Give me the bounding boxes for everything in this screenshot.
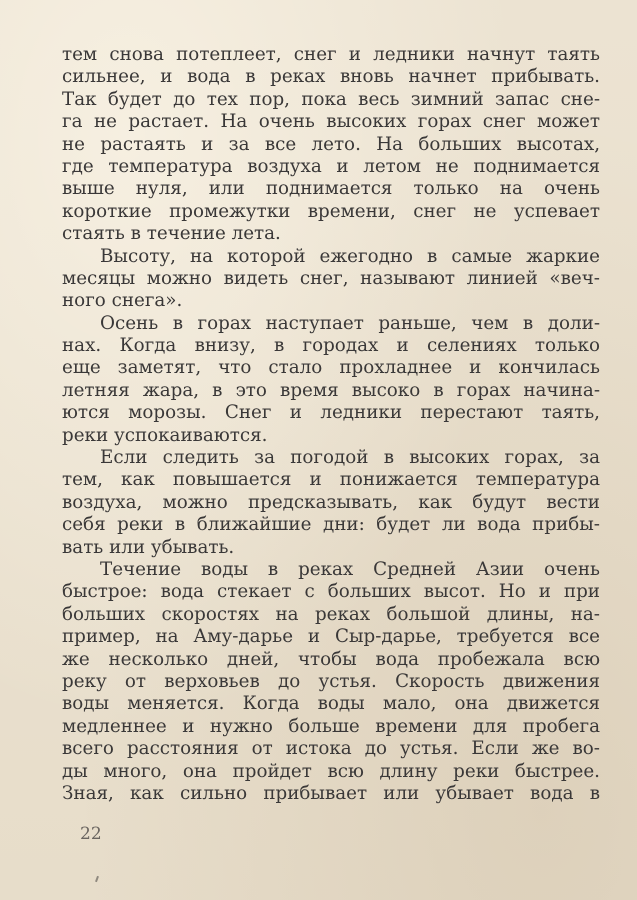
- text-line: пример, на Аму-дарье и Сыр-дарье, требуется все: [62, 626, 600, 648]
- text-line: сильнее, и вода в реках вновь начнет прибывать.: [62, 66, 600, 88]
- text-line: летняя жара, в это время высоко в горах начина-: [62, 379, 600, 401]
- text-line: больших скоростях на реках большой длины, на-: [62, 603, 600, 625]
- text-line: реку от верховьев до устья. Скорость движения: [62, 670, 600, 692]
- text-line: ются морозы. Снег и ледники перестают таять,: [62, 402, 600, 424]
- page-body-text: [62, 44, 600, 805]
- text-line: еще заметят, что стало прохладнее и кончилась: [62, 357, 600, 379]
- page-number: 22: [80, 824, 102, 844]
- text-line: вать или убывать.: [62, 536, 235, 558]
- text-line: Если следить за погодой в высоких горах, за: [100, 447, 600, 469]
- text-line: тем снова потеплеет, снег и ледники начнут таять: [62, 44, 600, 65]
- text-line: где температура воздуха и летом не поднимается: [62, 155, 600, 177]
- print-speck: [95, 876, 99, 882]
- paragraph: [62, 313, 600, 447]
- text-line: реки успокаиваются.: [62, 424, 268, 446]
- text-line: стаять в течение лета.: [62, 223, 281, 245]
- text-line: Течение воды в реках Средней Азии очень: [100, 558, 600, 580]
- text-line: быстрое: вода стекает с больших высот. Но и при: [62, 581, 600, 603]
- text-line: ного снега».: [62, 290, 183, 312]
- text-line: не растаять и за все лето. На больших высотах,: [62, 133, 600, 155]
- text-line: тем, как повышается и понижается температура: [62, 469, 600, 491]
- paragraph: [62, 246, 600, 313]
- text-line: ды много, она пройдет всю длину реки быстрее.: [62, 760, 600, 782]
- text-line: Так будет до тех пор, пока весь зимний запас сне-: [62, 88, 600, 110]
- text-line: медленнее и нужно больше времени для пробега: [62, 715, 600, 737]
- paragraph: [62, 447, 600, 559]
- text-line: Осень в горах наступает раньше, чем в доли-: [100, 312, 600, 334]
- text-line: выше нуля, или поднимается только на очень: [62, 178, 600, 200]
- text-line: себя реки в ближайшие дни: будет ли вода прибы-: [62, 514, 600, 536]
- paragraph: [62, 559, 600, 805]
- text-line: воды меняется. Когда воды мало, она движется: [62, 693, 600, 715]
- text-line: Зная, как сильно прибывает или убывает вода в: [62, 782, 600, 804]
- text-line: короткие промежутки времени, снег не успевает: [62, 200, 600, 222]
- text-line: га не растает. На очень высоких горах снег может: [62, 111, 600, 133]
- paragraph: [62, 44, 600, 246]
- text-line: всего расстояния от истока до устья. Если же во-: [62, 738, 600, 760]
- text-line: нах. Когда внизу, в городах и селениях только: [62, 335, 600, 357]
- text-line: же несколько дней, чтобы вода пробежала всю: [62, 648, 600, 670]
- text-line: воздуха, можно предсказывать, как будут вести: [62, 491, 600, 513]
- text-line: месяцы можно видеть снег, называют линией «веч-: [62, 267, 600, 289]
- text-line: Высоту, на которой ежегодно в самые жаркие: [100, 245, 600, 267]
